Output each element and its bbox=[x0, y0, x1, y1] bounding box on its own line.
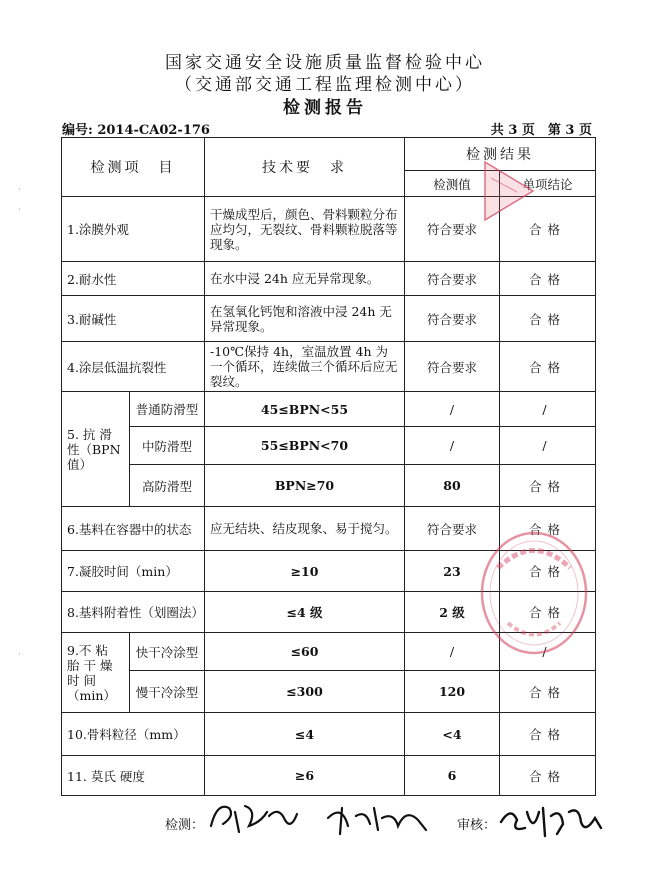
conclusion-cell: 合格 bbox=[500, 296, 596, 342]
conclusion-cell: / bbox=[500, 633, 596, 671]
results-table bbox=[61, 137, 596, 796]
header-value: 检测值 bbox=[405, 171, 500, 197]
item-cell: 2.耐水性 bbox=[62, 262, 205, 296]
sub-item-cell: 慢干冷涂型 bbox=[130, 671, 205, 713]
requirement-cell: BPN≥70 bbox=[205, 465, 405, 507]
value-cell: 符合要求 bbox=[405, 296, 500, 342]
table-row bbox=[62, 671, 596, 713]
requirement-cell: ≥10 bbox=[205, 551, 405, 592]
value-cell: 符合要求 bbox=[405, 262, 500, 296]
item-cell: 6.基料在容器中的状态 bbox=[62, 507, 205, 551]
binding-mark: · bbox=[18, 205, 21, 215]
official-stamp-icon bbox=[478, 528, 590, 658]
item-cell: 7.凝胶时间（min） bbox=[62, 551, 205, 592]
value-cell: 2 级 bbox=[405, 592, 500, 633]
conclusion-cell: / bbox=[500, 392, 596, 427]
conclusion-cell: 合格 bbox=[500, 197, 596, 262]
item-cell: 3.耐碱性 bbox=[62, 296, 205, 342]
inspector-signature-icon bbox=[205, 796, 300, 838]
sub-item-cell: 中防滑型 bbox=[130, 427, 205, 465]
sub-item-cell: 快干冷涂型 bbox=[130, 633, 205, 671]
requirement-cell: ≤60 bbox=[205, 633, 405, 671]
item-cell: 11. 莫氏 硬度 bbox=[62, 756, 205, 796]
table-row bbox=[62, 262, 596, 296]
item-cell: 10.骨料粒径（mm） bbox=[62, 713, 205, 756]
header-requirement: 技术要 求 bbox=[205, 138, 405, 197]
table-row bbox=[62, 342, 596, 392]
requirement-cell: 在氢氧化钙饱和溶液中浸 24h 无异常现象。 bbox=[205, 296, 405, 342]
value-cell: / bbox=[405, 633, 500, 671]
requirement-cell: ≤4 bbox=[205, 713, 405, 756]
item-cell: 4.涂层低温抗裂性 bbox=[62, 342, 205, 392]
table-row bbox=[62, 465, 596, 507]
page-count: 共 3 页 第 3 页 bbox=[490, 123, 592, 138]
report-number: 编号: 2014-CA02-176 bbox=[62, 123, 210, 138]
table-row bbox=[62, 713, 596, 756]
inspector-label: 检测： bbox=[165, 818, 205, 833]
binding-mark: · bbox=[18, 650, 21, 660]
requirement-cell: -10℃保持 4h，室温放置 4h 为一个循环，连续做三个循环后应无裂纹。 bbox=[205, 342, 405, 392]
organization-name: 国家交通安全设施质量监督检验中心 bbox=[165, 53, 485, 73]
value-cell: 符合要求 bbox=[405, 342, 500, 392]
sub-item-cell: 高防滑型 bbox=[130, 465, 205, 507]
conclusion-cell: 合格 bbox=[500, 465, 596, 507]
conclusion-cell: 合格 bbox=[500, 551, 596, 592]
value-cell: 80 bbox=[405, 465, 500, 507]
conclusion-cell: / bbox=[500, 427, 596, 465]
requirement-cell: 干燥成型后，颜色、骨料颗粒分布应均匀，无裂纹、骨料颗粒脱落等现象。 bbox=[205, 197, 405, 262]
requirement-cell: ≤4 级 bbox=[205, 592, 405, 633]
conclusion-cell: 合格 bbox=[500, 756, 596, 796]
requirement-cell: ≥6 bbox=[205, 756, 405, 796]
header-item: 检测项 目 bbox=[62, 138, 205, 197]
value-cell: 符合要求 bbox=[405, 507, 500, 551]
value-cell: 6 bbox=[405, 756, 500, 796]
table-row bbox=[62, 392, 596, 427]
conclusion-cell: 合格 bbox=[500, 507, 596, 551]
organization-subname: （交通部交通工程监理检测中心） bbox=[175, 75, 475, 95]
value-cell: 23 bbox=[405, 551, 500, 592]
inspector2-signature-icon bbox=[322, 796, 432, 838]
dry-group-cell: 9.不 粘 胎 干 燥 时 间（min） bbox=[62, 633, 130, 713]
table-row bbox=[62, 756, 596, 796]
conclusion-cell: 合格 bbox=[500, 262, 596, 296]
slip-group-cell: 5. 抗 滑 性（BPN 值） bbox=[62, 392, 130, 507]
conclusion-cell: 合格 bbox=[500, 671, 596, 713]
requirement-cell: ≤300 bbox=[205, 671, 405, 713]
report-title: 检测报告 bbox=[283, 98, 367, 118]
conclusion-cell: 合格 bbox=[500, 592, 596, 633]
reviewer-signature-icon bbox=[497, 798, 607, 840]
value-cell: 符合要求 bbox=[405, 197, 500, 262]
value-cell: / bbox=[405, 392, 500, 427]
item-cell: 8.基料附着性（划圈法） bbox=[62, 592, 205, 633]
requirement-cell: 55≤BPN<70 bbox=[205, 427, 405, 465]
header-conclusion: 单项结论 bbox=[500, 171, 596, 197]
table-row bbox=[62, 427, 596, 465]
requirement-cell: 在水中浸 24h 应无异常现象。 bbox=[205, 262, 405, 296]
binding-mark: · bbox=[18, 185, 21, 195]
seam-seal-icon bbox=[483, 160, 535, 222]
value-cell: 120 bbox=[405, 671, 500, 713]
report-header bbox=[0, 52, 650, 120]
value-cell: <4 bbox=[405, 713, 500, 756]
requirement-cell: 应无结块、结皮现象、易于搅匀。 bbox=[205, 507, 405, 551]
requirement-cell: 45≤BPN<55 bbox=[205, 392, 405, 427]
item-cell: 1.涂膜外观 bbox=[62, 197, 205, 262]
conclusion-cell: 合格 bbox=[500, 713, 596, 756]
sub-item-cell: 普通防滑型 bbox=[130, 392, 205, 427]
reviewer-label: 审核： bbox=[457, 818, 497, 833]
conclusion-cell: 合格 bbox=[500, 342, 596, 392]
value-cell: / bbox=[405, 427, 500, 465]
table-row bbox=[62, 296, 596, 342]
header-result: 检测结果 bbox=[405, 138, 596, 171]
